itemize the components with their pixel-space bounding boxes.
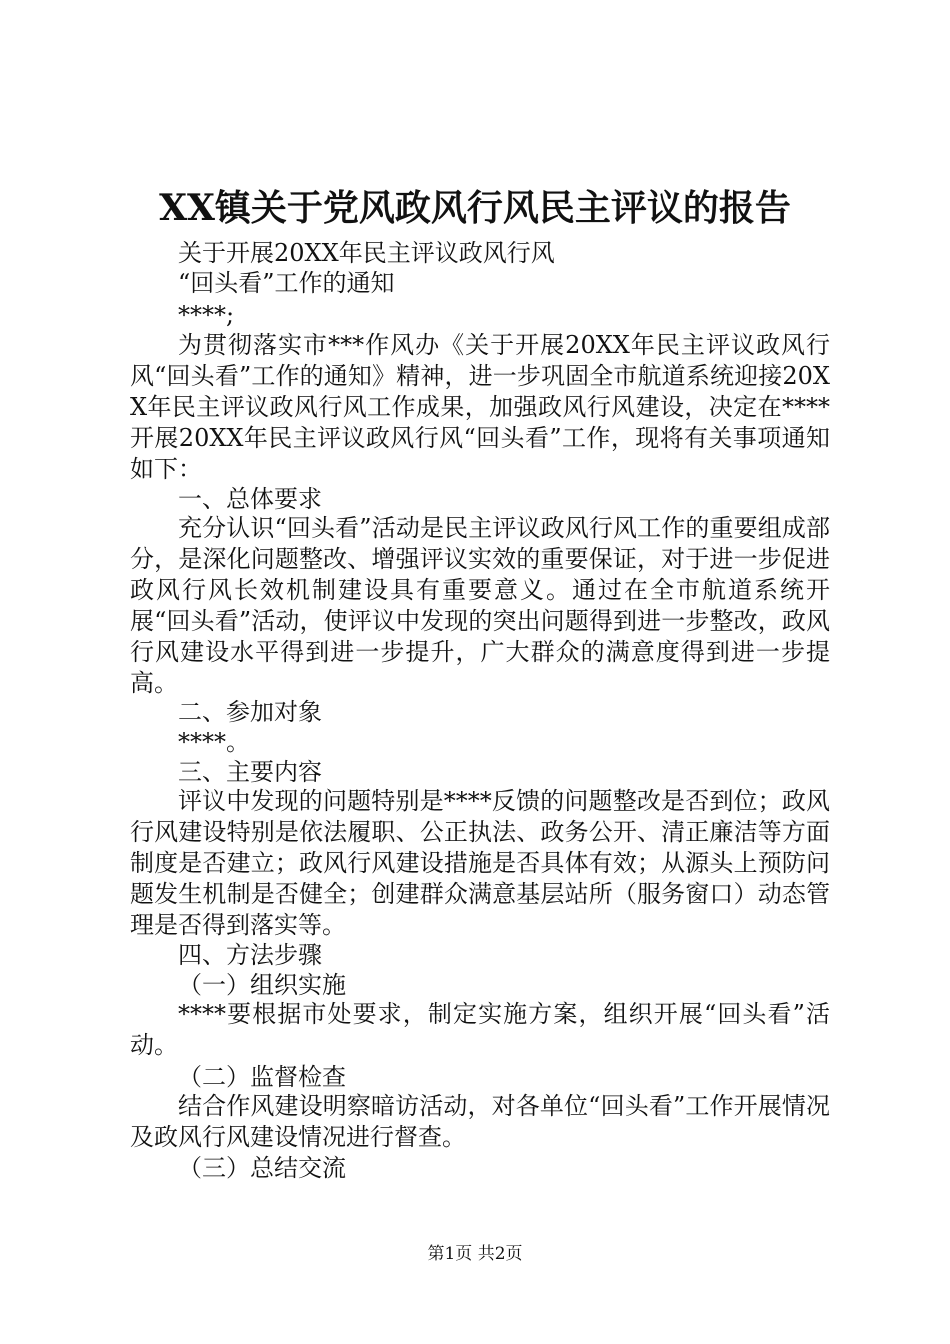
section-2-paragraph: ****。: [178, 728, 250, 756]
intro-paragraph: 为贯彻落实市***作风办《关于开展20XX年民主评议政风行风“回头看”工作的通知》精神，进一步巩固全市航道系统迎接20XX年民主评议政风行风工作成果，加强政风行风建设，决定在****开展20XX年民主评议政风行风“回头看”工作，现将有关事项通知如下：: [130, 331, 830, 483]
subsection-1-paragraph: ****要根据市处要求，制定实施方案，组织开展“回头看”活动。: [130, 1000, 830, 1059]
subsection-2-heading: （二）监督检查: [178, 1063, 346, 1091]
section-1-paragraph: 充分认识“回头看”活动是民主评议政风行风工作的重要组成部分，是深化问题整改、增强评议实效的重要保证，对于进一步促进政风行风长效机制建设具有重要意义。通过在全市航道系统开展“回头看”活动，使评议中发现的突出问题得到进一步整改，政风行风建设水平得到进一步提升，广大群众的满意度得到进一步提高。: [130, 514, 830, 697]
subtitle-line-1: 关于开展20XX年民主评议政风行风: [178, 239, 555, 267]
section-3-heading: 三、主要内容: [178, 758, 322, 786]
section-3-paragraph: 评议中发现的问题特别是****反馈的问题整改是否到位；政风行风建设特别是依法履职、公正执法、政务公开、清正廉洁等方面制度是否建立；政风行风建设措施是否具体有效；从源头上预防问题发生机制是否健全；创建群众满意基层站所（服务窗口）动态管理是否得到落实等。: [130, 787, 830, 939]
section-4-heading: 四、方法步骤: [178, 941, 322, 969]
section-2-heading: 二、参加对象: [178, 698, 322, 726]
subtitle-line-2: “回头看”工作的通知: [178, 269, 395, 297]
subsection-1-heading: （一）组织实施: [178, 971, 346, 999]
subsection-2-paragraph: 结合作风建设明察暗访活动，对各单位“回头看”工作开展情况及政风行风建设情况进行督查。: [130, 1092, 830, 1151]
section-1-heading: 一、总体要求: [178, 485, 322, 513]
subsection-3-heading: （三）总结交流: [178, 1154, 346, 1182]
addressee: ****;: [178, 301, 235, 329]
page-footer: 第1页 共2页: [427, 1244, 523, 1264]
document-title: XX镇关于党风政风行风民主评议的报告: [159, 187, 791, 229]
